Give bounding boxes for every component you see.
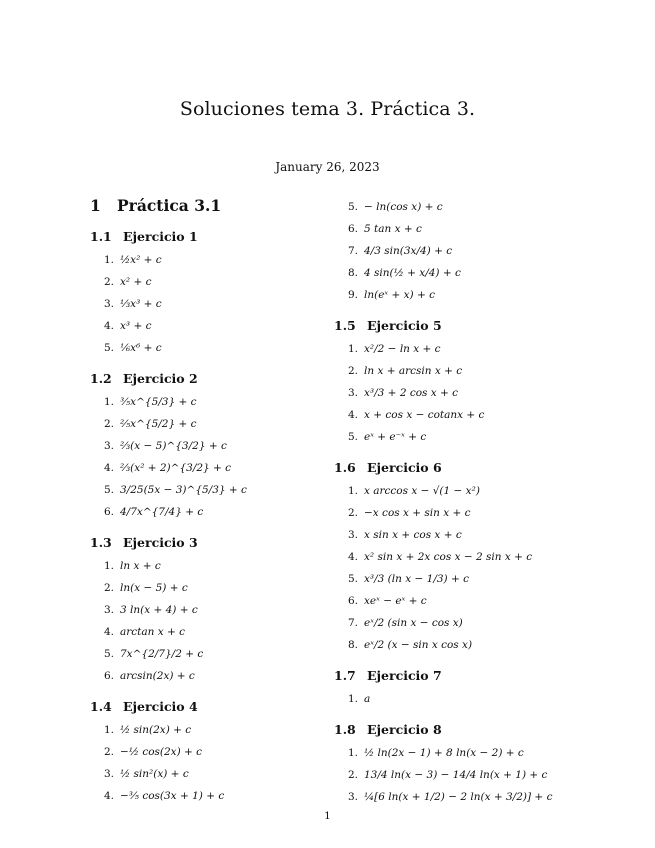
answer-expression: 13/4 ln(x − 3) − 14/4 ln(x + 1) + c (364, 769, 548, 781)
answer-expression: 3 ln(x + 4) + c (120, 604, 198, 616)
answer-item (334, 284, 634, 306)
item-number: 8. (348, 267, 359, 279)
answer-expression: ½ ln(2x − 1) + 8 ln(x − 2) + c (364, 747, 524, 759)
answer-item (334, 196, 634, 218)
answer-item (334, 426, 634, 448)
answer-item (334, 786, 634, 808)
item-number: 4. (104, 790, 115, 802)
subsection-heading (90, 534, 325, 551)
subsection (334, 459, 634, 656)
answer-expression: x³/3 + 2 cos x + c (364, 387, 459, 399)
subsection (90, 370, 325, 523)
subsection-title: Ejercicio 5 (367, 318, 442, 333)
answer-expression: x sin x + cos x + c (364, 529, 462, 541)
item-number: 4. (104, 320, 115, 332)
answer-expression: eˣ/2 (sin x − cos x) (364, 617, 463, 629)
answer-item (334, 524, 634, 546)
subsection (334, 317, 634, 448)
answer-expression: ½ sin²(x) + c (120, 768, 189, 780)
answer-expression: eˣ/2 (x − sin x cos x) (364, 639, 473, 651)
answer-item (334, 360, 634, 382)
item-number: 2. (104, 418, 115, 430)
subsection-title: Ejercicio 6 (367, 460, 442, 475)
answer-item (334, 262, 634, 284)
answer-expression: −⅗ cos(3x + 1) + c (120, 790, 225, 802)
subsection (334, 721, 634, 808)
answer-expression: x + cos x − cotanx + c (364, 409, 485, 421)
item-number: 1. (104, 254, 115, 266)
answer-item (334, 382, 634, 404)
item-number: 2. (104, 276, 115, 288)
item-number: 4. (104, 462, 115, 474)
answer-expression: ½ sin(2x) + c (120, 724, 192, 736)
item-number: 6. (348, 595, 359, 607)
item-number: 6. (348, 223, 359, 235)
answer-expression: 5 tan x + c (364, 223, 422, 235)
item-number: 1. (348, 485, 359, 497)
item-number: 5. (104, 484, 115, 496)
answer-expression: x³/3 (ln x − 1/3) + c (364, 573, 469, 585)
subsection-title: Ejercicio 2 (123, 371, 198, 386)
section-heading (90, 196, 325, 216)
answer-expression: 4/3 sin(3x/4) + c (364, 245, 453, 257)
answer-item (334, 612, 634, 634)
answer-item (90, 293, 325, 315)
subsection-number: 1.5 (334, 318, 356, 333)
answer-item (90, 785, 325, 807)
item-number: 7. (348, 245, 359, 257)
answer-expression: 4 sin(½ + x/4) + c (364, 267, 461, 279)
answer-expression: x³ + c (120, 320, 152, 332)
item-number: 1. (348, 343, 359, 355)
item-number: 2. (104, 582, 115, 594)
item-number: 1. (348, 747, 359, 759)
item-number: 3. (348, 387, 359, 399)
answer-item (90, 741, 325, 763)
subsection-title: Ejercicio 3 (123, 535, 198, 550)
answer-item (334, 546, 634, 568)
subsection-number: 1.7 (334, 668, 356, 683)
answer-item (90, 621, 325, 643)
answer-item (90, 249, 325, 271)
item-number: 2. (104, 746, 115, 758)
answer-expression: ¼[6 ln(x + 1/2) − 2 ln(x + 3/2)] + c (364, 791, 553, 803)
item-number: 9. (348, 289, 359, 301)
answer-item (334, 590, 634, 612)
answer-expression: ⅔(x² + 2)^{3/2} + c (120, 462, 232, 474)
answer-item (334, 502, 634, 524)
subsection-heading (334, 667, 634, 684)
answer-expression: x²/2 − ln x + c (364, 343, 441, 355)
item-number: 1. (104, 724, 115, 736)
answer-expression: ln(eˣ + x) + c (364, 289, 436, 301)
item-number: 2. (348, 507, 359, 519)
item-number: 5. (348, 201, 359, 213)
subsection (334, 667, 634, 710)
answer-expression: arctan x + c (120, 626, 186, 638)
subsection-number: 1.3 (90, 535, 112, 550)
answer-expression: ⅗x^{5/3} + c (120, 396, 197, 408)
answer-item (334, 404, 634, 426)
answer-expression: ⅔(x − 5)^{3/2} + c (120, 440, 227, 452)
answer-expression: ln(x − 5) + c (120, 582, 188, 594)
subsection-title: Ejercicio 4 (123, 699, 198, 714)
item-number: 4. (104, 626, 115, 638)
answer-item (90, 599, 325, 621)
answer-expression: 4/7x^{7/4} + c (120, 506, 204, 518)
item-number: 5. (348, 573, 359, 585)
answer-expression: eˣ + e⁻ˣ + c (364, 431, 427, 443)
subsection-heading (334, 459, 634, 476)
item-number: 3. (348, 791, 359, 803)
subsection-title: Ejercicio 7 (367, 668, 442, 683)
item-number: 4. (348, 409, 359, 421)
answer-item (90, 501, 325, 523)
subsection-number: 1.4 (90, 699, 112, 714)
item-number: 7. (348, 617, 359, 629)
answer-expression: ln x + arcsin x + c (364, 365, 463, 377)
item-number: 4. (348, 551, 359, 563)
answer-item (334, 240, 634, 262)
answer-expression: −x cos x + sin x + c (364, 507, 471, 519)
subsection-heading (90, 228, 325, 245)
answer-expression: x² sin x + 2x cos x − 2 sin x + c (364, 551, 533, 563)
answer-expression: 3/25(5x − 3)^{5/3} + c (120, 484, 247, 496)
answer-item (334, 634, 634, 656)
answer-item (90, 719, 325, 741)
item-number: 1. (104, 396, 115, 408)
item-number: 3. (348, 529, 359, 541)
answer-expression: ⅓x³ + c (120, 298, 162, 310)
answer-item (334, 218, 634, 240)
answer-expression: x² + c (120, 276, 152, 288)
answer-expression: −½ cos(2x) + c (120, 746, 203, 758)
answer-item (90, 665, 325, 687)
item-number: 5. (104, 648, 115, 660)
answer-item (90, 479, 325, 501)
item-number: 3. (104, 440, 115, 452)
answer-item (90, 577, 325, 599)
answer-expression: a (364, 693, 371, 705)
item-number: 2. (348, 769, 359, 781)
answer-item (90, 337, 325, 359)
answer-expression: xeˣ − eˣ + c (364, 595, 427, 607)
subsection-title: Ejercicio 1 (123, 229, 198, 244)
subsection-heading (334, 317, 634, 334)
answer-expression: 7x^{2/7}/2 + c (120, 648, 204, 660)
item-number: 1. (104, 560, 115, 572)
document-title: Soluciones tema 3. Práctica 3. (179, 98, 476, 120)
subsection (90, 534, 325, 687)
item-number: 5. (348, 431, 359, 443)
item-number: 6. (104, 670, 115, 682)
answer-item (90, 643, 325, 665)
answer-item (90, 315, 325, 337)
answer-item (334, 742, 634, 764)
answer-expression: x arccos x − √(1 − x²) (364, 485, 480, 497)
subsection-title: Ejercicio 8 (367, 722, 442, 737)
answer-expression: − ln(cos x) + c (364, 201, 443, 213)
answer-item (334, 338, 634, 360)
subsection (90, 228, 325, 359)
subsection-number: 1.2 (90, 371, 112, 386)
answer-item (334, 764, 634, 786)
answer-expression: ½x² + c (120, 254, 162, 266)
subsection (90, 698, 325, 807)
answer-item (90, 391, 325, 413)
item-number: 3. (104, 768, 115, 780)
subsection-heading (334, 721, 634, 738)
item-number: 3. (104, 298, 115, 310)
answer-item (90, 435, 325, 457)
page-number: 1 (324, 810, 331, 822)
answer-expression: ln x + c (120, 560, 161, 572)
item-number: 2. (348, 365, 359, 377)
subsection-number: 1.6 (334, 460, 356, 475)
item-number: 3. (104, 604, 115, 616)
answer-item (90, 555, 325, 577)
answer-expression: arcsin(2x) + c (120, 670, 195, 682)
subsection-heading (90, 370, 325, 387)
answer-item (90, 413, 325, 435)
item-number: 5. (104, 342, 115, 354)
subsection-number: 1.1 (90, 229, 112, 244)
document-date: January 26, 2023 (275, 160, 380, 174)
item-number: 8. (348, 639, 359, 651)
left-column (90, 196, 325, 818)
answer-expression: ⅖x^{5/2} + c (120, 418, 197, 430)
answer-item (90, 763, 325, 785)
section-number: 1 (90, 196, 101, 215)
answer-item (334, 688, 634, 710)
answer-item (90, 457, 325, 479)
item-number: 6. (104, 506, 115, 518)
subsection-number: 1.8 (334, 722, 356, 737)
answer-item (334, 568, 634, 590)
continued-list (334, 196, 634, 306)
answer-item (334, 480, 634, 502)
answer-expression: ⅙x⁶ + c (120, 342, 162, 354)
item-number: 1. (348, 693, 359, 705)
section-title: Práctica 3.1 (117, 196, 222, 215)
right-column (334, 196, 634, 819)
subsection-heading (90, 698, 325, 715)
answer-item (90, 271, 325, 293)
